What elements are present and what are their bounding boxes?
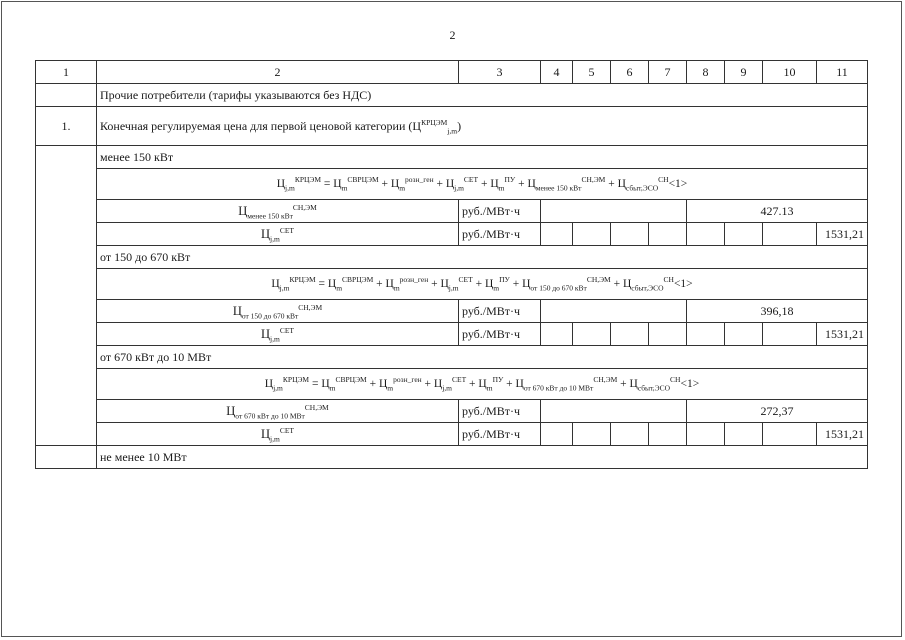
empty-cell: [36, 169, 97, 200]
empty-cell: [36, 200, 97, 223]
empty-cell: [541, 323, 573, 346]
empty-cell: [611, 223, 649, 246]
empty-cell: [725, 223, 763, 246]
set-value: 1531,21: [817, 223, 868, 246]
page-number: 2: [449, 28, 456, 42]
empty-cell: [541, 200, 687, 223]
item-row: [36, 107, 868, 146]
item-number: 1.: [36, 107, 97, 146]
formula-row: [36, 169, 868, 200]
set-row: [36, 323, 868, 346]
empty-cell: [541, 223, 573, 246]
empty-cell: [36, 446, 97, 469]
empty-cell: [36, 369, 97, 400]
set-row: [36, 423, 868, 446]
group-title: от 150 до 670 кВт: [97, 246, 868, 269]
sn-symbol: $Ц_{менее 150 кВт}^{СН,ЭМ}$: [97, 200, 459, 223]
unit: руб./МВт·ч: [459, 400, 541, 423]
set-symbol: $Ц_{j,m}^{СЕТ}$: [97, 223, 459, 246]
empty-cell: [649, 323, 687, 346]
group-title: от 670 кВт до 10 МВт: [97, 346, 868, 369]
sn-value: 427.13: [687, 200, 868, 223]
empty-cell: [36, 323, 97, 346]
empty-cell: [725, 323, 763, 346]
formula-row: [36, 369, 868, 400]
section-title: Прочие потребители (тарифы указываются без НДС): [97, 84, 868, 107]
empty-cell: [541, 423, 573, 446]
unit: руб./МВт·ч: [459, 323, 541, 346]
empty-cell: [573, 423, 611, 446]
empty-cell: [36, 246, 97, 269]
header-col-1: 1: [36, 61, 97, 84]
empty-cell: [687, 323, 725, 346]
sn-row: [36, 400, 868, 423]
empty-cell: [725, 423, 763, 446]
empty-cell: [36, 423, 97, 446]
header-col-9: 9: [725, 61, 763, 84]
group-title-row: [36, 146, 868, 169]
header-col-6: 6: [611, 61, 649, 84]
sn-row: [36, 300, 868, 323]
set-row: [36, 223, 868, 246]
set-symbol: $Ц_{j,m}^{СЕТ}$: [97, 323, 459, 346]
sn-symbol: $Ц_{от 670 кВт до 10 МВт}^{СН,ЭМ}$: [97, 400, 459, 423]
sn-row: [36, 200, 868, 223]
header-col-8: 8: [687, 61, 725, 84]
header-col-2: 2: [97, 61, 459, 84]
group-title: менее 150 кВт: [97, 146, 868, 169]
empty-cell: [687, 423, 725, 446]
item-label: Конечная регулируемая цена для первой ценовой категории $(Ц^{КРЦЭМ}_{j,m})$: [97, 107, 868, 146]
empty-cell: [763, 323, 817, 346]
group-title: не менее 10 МВт: [97, 446, 868, 469]
header-col-4: 4: [541, 61, 573, 84]
empty-cell: [36, 400, 97, 423]
empty-cell: [573, 223, 611, 246]
tariff-table: [35, 60, 868, 469]
formula-row: [36, 269, 868, 300]
empty-cell: [763, 223, 817, 246]
empty-cell: [687, 223, 725, 246]
empty-cell: [36, 146, 97, 169]
header-col-11: 11: [817, 61, 868, 84]
price-formula: $Ц_{j,m}^{КРЦЭМ} = Ц_m^{СВРЦЭМ} + Ц_m^{розн\_ген} + Ц_{j,m}^{СЕТ} + Ц_m^{ПУ} + Ц_{менее 150 кВт}^{СН,ЭМ} + Ц_{сбыт,ЭСО}^{СН}<1>$: [97, 169, 868, 200]
empty-cell: [36, 300, 97, 323]
empty-cell: [36, 346, 97, 369]
empty-cell: [541, 300, 687, 323]
set-value: 1531,21: [817, 423, 868, 446]
empty-cell: [36, 223, 97, 246]
empty-cell: [649, 423, 687, 446]
header-col-5: 5: [573, 61, 611, 84]
empty-cell: [611, 323, 649, 346]
empty-cell: [611, 423, 649, 446]
empty-cell: [36, 269, 97, 300]
sn-value: 272,37: [687, 400, 868, 423]
price-formula: $Ц_{j,m}^{КРЦЭМ} = Ц_m^{СВРЦЭМ} + Ц_m^{розн\_ген} + Ц_{j,m}^{СЕТ} + Ц_m^{ПУ} + Ц_{от 670 кВт до 10 МВт}^{СН,ЭМ} + Ц_{сбыт,ЭСО}^{СН}<1>$: [97, 369, 868, 400]
empty-cell: [649, 223, 687, 246]
sn-symbol: $Ц_{от 150 до 670 кВт}^{СН,ЭМ}$: [97, 300, 459, 323]
empty-cell: [541, 400, 687, 423]
header-col-7: 7: [649, 61, 687, 84]
header-col-10: 10: [763, 61, 817, 84]
sn-value: 396,18: [687, 300, 868, 323]
empty-cell: [36, 84, 97, 107]
empty-cell: [573, 323, 611, 346]
unit: руб./МВт·ч: [459, 300, 541, 323]
unit: руб./МВт·ч: [459, 423, 541, 446]
unit: руб./МВт·ч: [459, 223, 541, 246]
empty-cell: [763, 423, 817, 446]
header-row: [36, 61, 868, 84]
group-title-row: [36, 346, 868, 369]
section-row: [36, 84, 868, 107]
set-symbol: $Ц_{j,m}^{СЕТ}$: [97, 423, 459, 446]
group-title-row: [36, 246, 868, 269]
set-value: 1531,21: [817, 323, 868, 346]
header-col-3: 3: [459, 61, 541, 84]
last-group-row: [36, 446, 868, 469]
price-formula: $Ц_{j,m}^{КРЦЭМ} = Ц_m^{СВРЦЭМ} + Ц_m^{розн\_ген} + Ц_{j,m}^{СЕТ} + Ц_m^{ПУ} + Ц_{от 150 до 670 кВт}^{СН,ЭМ} + Ц_{сбыт,ЭСО}^{СН}<1>$: [97, 269, 868, 300]
groups-body: [36, 146, 868, 446]
unit: руб./МВт·ч: [459, 200, 541, 223]
